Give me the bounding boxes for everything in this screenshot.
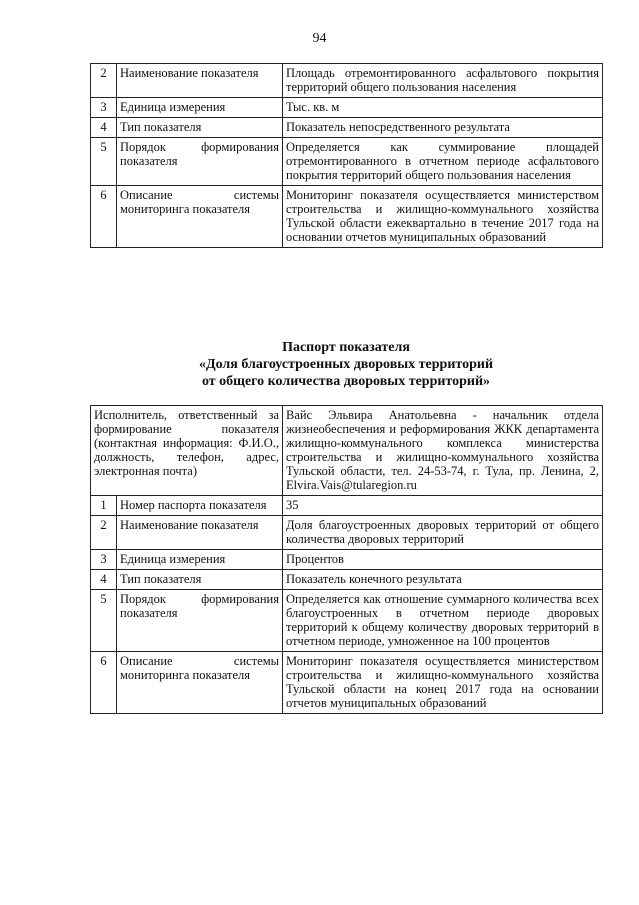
row-value: Показатель конечного результата: [283, 570, 603, 590]
row-value: 35: [283, 496, 603, 516]
row-label: Тип показателя: [117, 118, 283, 138]
row-value: Площадь отремонтированного асфальтового покрытия территорий общего пользования населения: [283, 64, 603, 98]
row-number: 2: [91, 64, 117, 98]
table-row: [91, 186, 603, 248]
row-value: Доля благоустроенных дворовых территорий от общего количества дворовых территорий: [283, 516, 603, 550]
row-label: Описание системы мониторинга показателя: [117, 652, 283, 714]
table-row: [91, 570, 603, 590]
table-row: [91, 590, 603, 652]
row-value: Тыс. кв. м: [283, 98, 603, 118]
row-label: Единица измерения: [117, 550, 283, 570]
row-number: 3: [91, 98, 117, 118]
row-number: 5: [91, 590, 117, 652]
row-label: Описание системы мониторинга показателя: [117, 186, 283, 248]
table-row: [91, 516, 603, 550]
row-number: 6: [91, 652, 117, 714]
row-value: Мониторинг показателя осуществляется министерством строительства и жилищно-коммунального хозяйства Тульской области на конец 2017 года на основании отчетов муниципальных образований: [283, 652, 603, 714]
row-value: Процентов: [283, 550, 603, 570]
row-label: Порядок формирования показателя: [117, 138, 283, 186]
table-row: [91, 118, 603, 138]
row-value: Определяется как суммирование площадей отремонтированного в отчетном периоде асфальтового покрытия территорий общего пользования населения: [283, 138, 603, 186]
row-number: 5: [91, 138, 117, 186]
row-number: 2: [91, 516, 117, 550]
page-number: 94: [312, 31, 327, 46]
indicator-passport-table: [90, 405, 603, 714]
row-value: Показатель непосредственного результата: [283, 118, 603, 138]
table-row-executor: [91, 406, 603, 496]
row-number: 1: [91, 496, 117, 516]
row-label: Единица измерения: [117, 98, 283, 118]
table-row: [91, 550, 603, 570]
heading-line: «Доля благоустроенных дворовых территорий: [198, 357, 494, 372]
executor-value: Вайс Эльвира Анатольевна - начальник отдела жизнеобеспечения и реформирования ЖКК департамента жилищно-коммунального комплекса министерства строительства и жилищно-коммунального хозяйства Тульской области, тел. 24-53-74, г. Тула, пр. Ленина, 2, Elvira.Vais@tularegion.ru: [283, 406, 603, 496]
heading-line: от общего количества дворовых территорий»: [201, 374, 491, 389]
row-label: Наименование показателя: [117, 516, 283, 550]
row-number: 3: [91, 550, 117, 570]
row-label: Наименование показателя: [117, 64, 283, 98]
row-label: Тип показателя: [117, 570, 283, 590]
row-number: 6: [91, 186, 117, 248]
table-row: [91, 138, 603, 186]
row-label: Порядок формирования показателя: [117, 590, 283, 652]
table-row: [91, 496, 603, 516]
row-number: 4: [91, 570, 117, 590]
table-row: [91, 652, 603, 714]
row-value: Мониторинг показателя осуществляется министерством строительства и жилищно-коммунального хозяйства Тульской области ежеквартально в течение 2017 года на основании отчетов муниципальных образований: [283, 186, 603, 248]
passport-heading: [90, 339, 602, 390]
row-value: Определяется как отношение суммарного количества всех благоустроенных в отчетном периоде дворовых территорий к общему количеству дворовых территорий в отчетном периоде, умноженное на 100 процентов: [283, 590, 603, 652]
row-number: 4: [91, 118, 117, 138]
row-label: Номер паспорта показателя: [117, 496, 283, 516]
executor-label: Исполнитель, ответственный за формирование показателя (контактная информация: Ф.И.О., должность, телефон, адрес, электронная почта): [91, 406, 283, 496]
table-row: [91, 98, 603, 118]
indicator-table-previous: [90, 63, 603, 248]
heading-line: Паспорт показателя: [282, 340, 410, 355]
table-row: [91, 64, 603, 98]
